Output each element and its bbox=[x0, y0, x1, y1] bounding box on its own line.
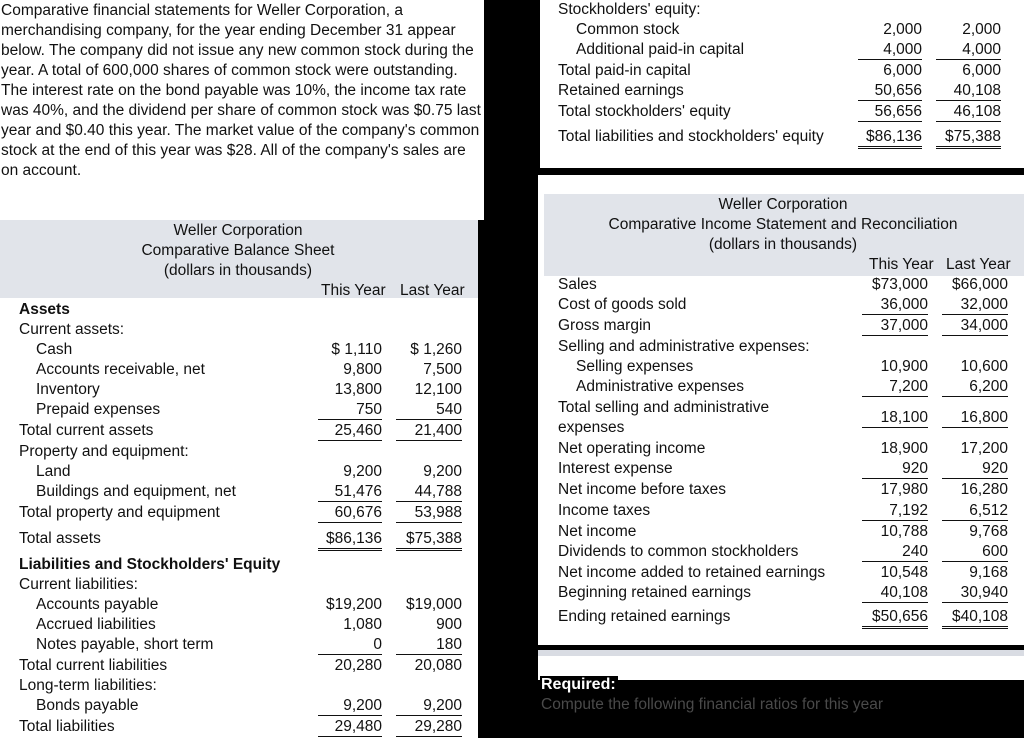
last-year-value: 920 bbox=[942, 460, 1008, 479]
last-year-value: 6,512 bbox=[942, 502, 1008, 521]
row-label: Property and equipment: bbox=[19, 443, 189, 460]
is-units: (dollars in thousands) bbox=[708, 236, 858, 253]
last-year-value: 6,200 bbox=[942, 378, 1008, 397]
last-year-value: 9,768 bbox=[969, 523, 1008, 540]
row-label: Retained earnings bbox=[558, 82, 684, 99]
bs-col-this-year: This Year bbox=[321, 282, 386, 299]
this-year-value: 25,460 bbox=[318, 422, 382, 441]
row-label: Land bbox=[36, 463, 71, 480]
this-year-value: $50,656 bbox=[862, 608, 928, 629]
this-year-value: $19,200 bbox=[325, 596, 382, 613]
is-title: Weller Corporation bbox=[718, 196, 848, 213]
this-year-value: $86,136 bbox=[858, 128, 922, 149]
row-label: Assets bbox=[19, 301, 70, 318]
this-year-value: 7,200 bbox=[862, 378, 928, 397]
row-label: Gross margin bbox=[558, 317, 652, 334]
is-subtitle: Comparative Income Statement and Reconciliation bbox=[608, 216, 958, 233]
row-label: Notes payable, short term bbox=[36, 636, 214, 653]
this-year-value: 1,080 bbox=[343, 616, 382, 633]
row-label: Current assets: bbox=[19, 321, 125, 338]
row-label: Selling and administrative expenses: bbox=[558, 338, 810, 355]
row-label: Selling expenses bbox=[576, 358, 694, 375]
last-year-value: 7,500 bbox=[423, 361, 462, 378]
last-year-value: 46,108 bbox=[936, 103, 1001, 122]
bs-col-last-year: Last Year bbox=[400, 282, 465, 299]
this-year-value: 7,192 bbox=[862, 502, 928, 521]
last-year-value: 12,100 bbox=[414, 381, 462, 398]
last-year-value: $40,108 bbox=[942, 608, 1008, 629]
last-year-value: 4,000 bbox=[936, 41, 1001, 60]
this-year-value: 18,900 bbox=[880, 440, 928, 457]
row-label: Administrative expenses bbox=[576, 378, 744, 395]
row-label: Net operating income bbox=[558, 440, 706, 457]
last-year-value: 9,200 bbox=[423, 463, 462, 480]
row-label: Total assets bbox=[19, 530, 101, 547]
row-label: Bonds payable bbox=[36, 697, 139, 714]
this-year-value: 240 bbox=[862, 543, 928, 562]
this-year-value: 40,108 bbox=[862, 584, 928, 603]
row-label: Stockholders' equity: bbox=[558, 1, 701, 18]
row-label: Total current assets bbox=[19, 422, 154, 439]
last-year-value: 53,988 bbox=[396, 504, 462, 523]
row-label: Net income bbox=[558, 523, 637, 540]
last-year-value: $75,388 bbox=[936, 128, 1001, 149]
row-label: Cost of goods sold bbox=[558, 296, 687, 313]
last-year-value: 9,168 bbox=[969, 564, 1008, 581]
this-year-value: 18,100 bbox=[862, 409, 928, 428]
last-year-value: 9,200 bbox=[396, 697, 462, 716]
last-year-value: $19,000 bbox=[405, 596, 462, 613]
this-year-value: 20,280 bbox=[334, 657, 382, 674]
last-year-value: 32,000 bbox=[942, 296, 1008, 315]
row-label: Sales bbox=[558, 276, 597, 293]
this-year-value: 750 bbox=[318, 401, 382, 420]
this-year-value: 6,000 bbox=[883, 62, 922, 79]
last-year-value: $75,388 bbox=[396, 530, 462, 551]
this-year-value: 9,200 bbox=[318, 697, 382, 716]
this-year-value: 51,476 bbox=[318, 483, 382, 502]
row-label: Total property and equipment bbox=[19, 504, 220, 521]
this-year-value: 9,800 bbox=[343, 361, 382, 378]
last-year-value: 16,280 bbox=[960, 481, 1008, 498]
last-year-value: $66,000 bbox=[951, 276, 1008, 293]
row-label: Total stockholders' equity bbox=[558, 103, 731, 120]
row-label: Dividends to common stockholders bbox=[558, 543, 799, 560]
this-year-value: 920 bbox=[862, 460, 928, 479]
last-year-value: 900 bbox=[436, 616, 462, 633]
this-year-value: $ 1,110 bbox=[331, 341, 382, 358]
this-year-value: $73,000 bbox=[871, 276, 928, 293]
last-year-value: 17,200 bbox=[960, 440, 1008, 457]
row-label: Accounts payable bbox=[36, 596, 159, 613]
row-label: Cash bbox=[36, 341, 73, 358]
row-label: Net income added to retained earnings bbox=[558, 564, 826, 581]
required-text: Compute the following financial ratios for this year bbox=[541, 696, 884, 713]
this-year-value: 60,676 bbox=[318, 504, 382, 523]
row-label: Income taxes bbox=[558, 502, 651, 519]
last-year-value: 540 bbox=[396, 401, 462, 420]
row-label: Liabilities and Stockholders' Equity bbox=[19, 556, 281, 573]
this-year-value: 4,000 bbox=[858, 41, 922, 60]
row-label-continued: expenses bbox=[558, 419, 625, 436]
row-label: Interest expense bbox=[558, 460, 673, 477]
this-year-value: 10,548 bbox=[880, 564, 928, 581]
is-col-last-year: Last Year bbox=[946, 256, 1011, 273]
this-year-value: 29,480 bbox=[318, 718, 382, 737]
last-year-value: 16,800 bbox=[942, 409, 1008, 428]
row-label: Current liabilities: bbox=[19, 576, 138, 593]
row-label: Accounts receivable, net bbox=[36, 361, 205, 378]
bs-subtitle: Comparative Balance Sheet bbox=[141, 242, 335, 259]
last-year-value: 600 bbox=[942, 543, 1008, 562]
row-label: Ending retained earnings bbox=[558, 608, 731, 625]
this-year-value: 2,000 bbox=[883, 21, 922, 38]
row-label: Total selling and administrative bbox=[558, 399, 770, 416]
intro-text: Comparative financial statements for Weller Corporation, a merchandising company, for the year ending December 31 appear below. The company did not issue any new common stock during the year. A total of 600,000 shares of common stock were outstanding. The interest rate on the bond payable was 10%, the income tax rate was 40%, and the dividend per share of common stock was $0.75 last year and $0.40 this year. The market value of the company's common stock at the end of this year was $28. All of the company's sales are on account. bbox=[1, 2, 481, 179]
is-col-this-year: This Year bbox=[869, 256, 934, 273]
this-year-value: 0 bbox=[318, 636, 382, 655]
row-label: Common stock bbox=[576, 21, 680, 38]
this-year-value: 10,900 bbox=[880, 358, 928, 375]
this-year-value: 9,200 bbox=[343, 463, 382, 480]
row-label: Total liabilities and stockholders' equity bbox=[558, 128, 824, 145]
row-label: Additional paid-in capital bbox=[576, 41, 745, 58]
last-year-value: 34,000 bbox=[942, 317, 1008, 336]
last-year-value: $ 1,260 bbox=[410, 341, 462, 358]
bs-units: (dollars in thousands) bbox=[163, 262, 313, 279]
last-year-value: 21,400 bbox=[396, 422, 462, 441]
last-year-value: 30,940 bbox=[942, 584, 1008, 603]
row-label: Total paid-in capital bbox=[558, 62, 691, 79]
required-divider bbox=[538, 650, 1024, 656]
this-year-value: 37,000 bbox=[862, 317, 928, 336]
row-label: Net income before taxes bbox=[558, 481, 727, 498]
this-year-value: 50,656 bbox=[858, 82, 922, 101]
this-year-value: 56,656 bbox=[858, 103, 922, 122]
row-label: Accrued liabilities bbox=[36, 616, 156, 633]
this-year-value: 17,980 bbox=[880, 481, 928, 498]
row-label: Total current liabilities bbox=[19, 657, 168, 674]
this-year-value: 36,000 bbox=[862, 296, 928, 315]
row-label: Buildings and equipment, net bbox=[36, 483, 236, 500]
last-year-value: 40,108 bbox=[936, 82, 1001, 101]
row-label: Inventory bbox=[36, 381, 100, 398]
row-label: Total liabilities bbox=[19, 718, 115, 735]
last-year-value: 180 bbox=[396, 636, 462, 655]
last-year-value: 2,000 bbox=[962, 21, 1001, 38]
this-year-value: 10,788 bbox=[880, 523, 928, 540]
last-year-value: 44,788 bbox=[396, 483, 462, 502]
this-year-value: 13,800 bbox=[334, 381, 382, 398]
last-year-value: 20,080 bbox=[414, 657, 462, 674]
last-year-value: 10,600 bbox=[960, 358, 1008, 375]
last-year-value: 6,000 bbox=[962, 62, 1001, 79]
last-year-value: 29,280 bbox=[396, 718, 462, 737]
row-label: Prepaid expenses bbox=[36, 401, 161, 418]
row-label: Long-term liabilities: bbox=[19, 677, 157, 694]
bs-title: Weller Corporation bbox=[173, 222, 303, 239]
row-label: Beginning retained earnings bbox=[558, 584, 752, 601]
required-heading: Required: bbox=[541, 676, 616, 693]
this-year-value: $86,136 bbox=[318, 530, 382, 551]
